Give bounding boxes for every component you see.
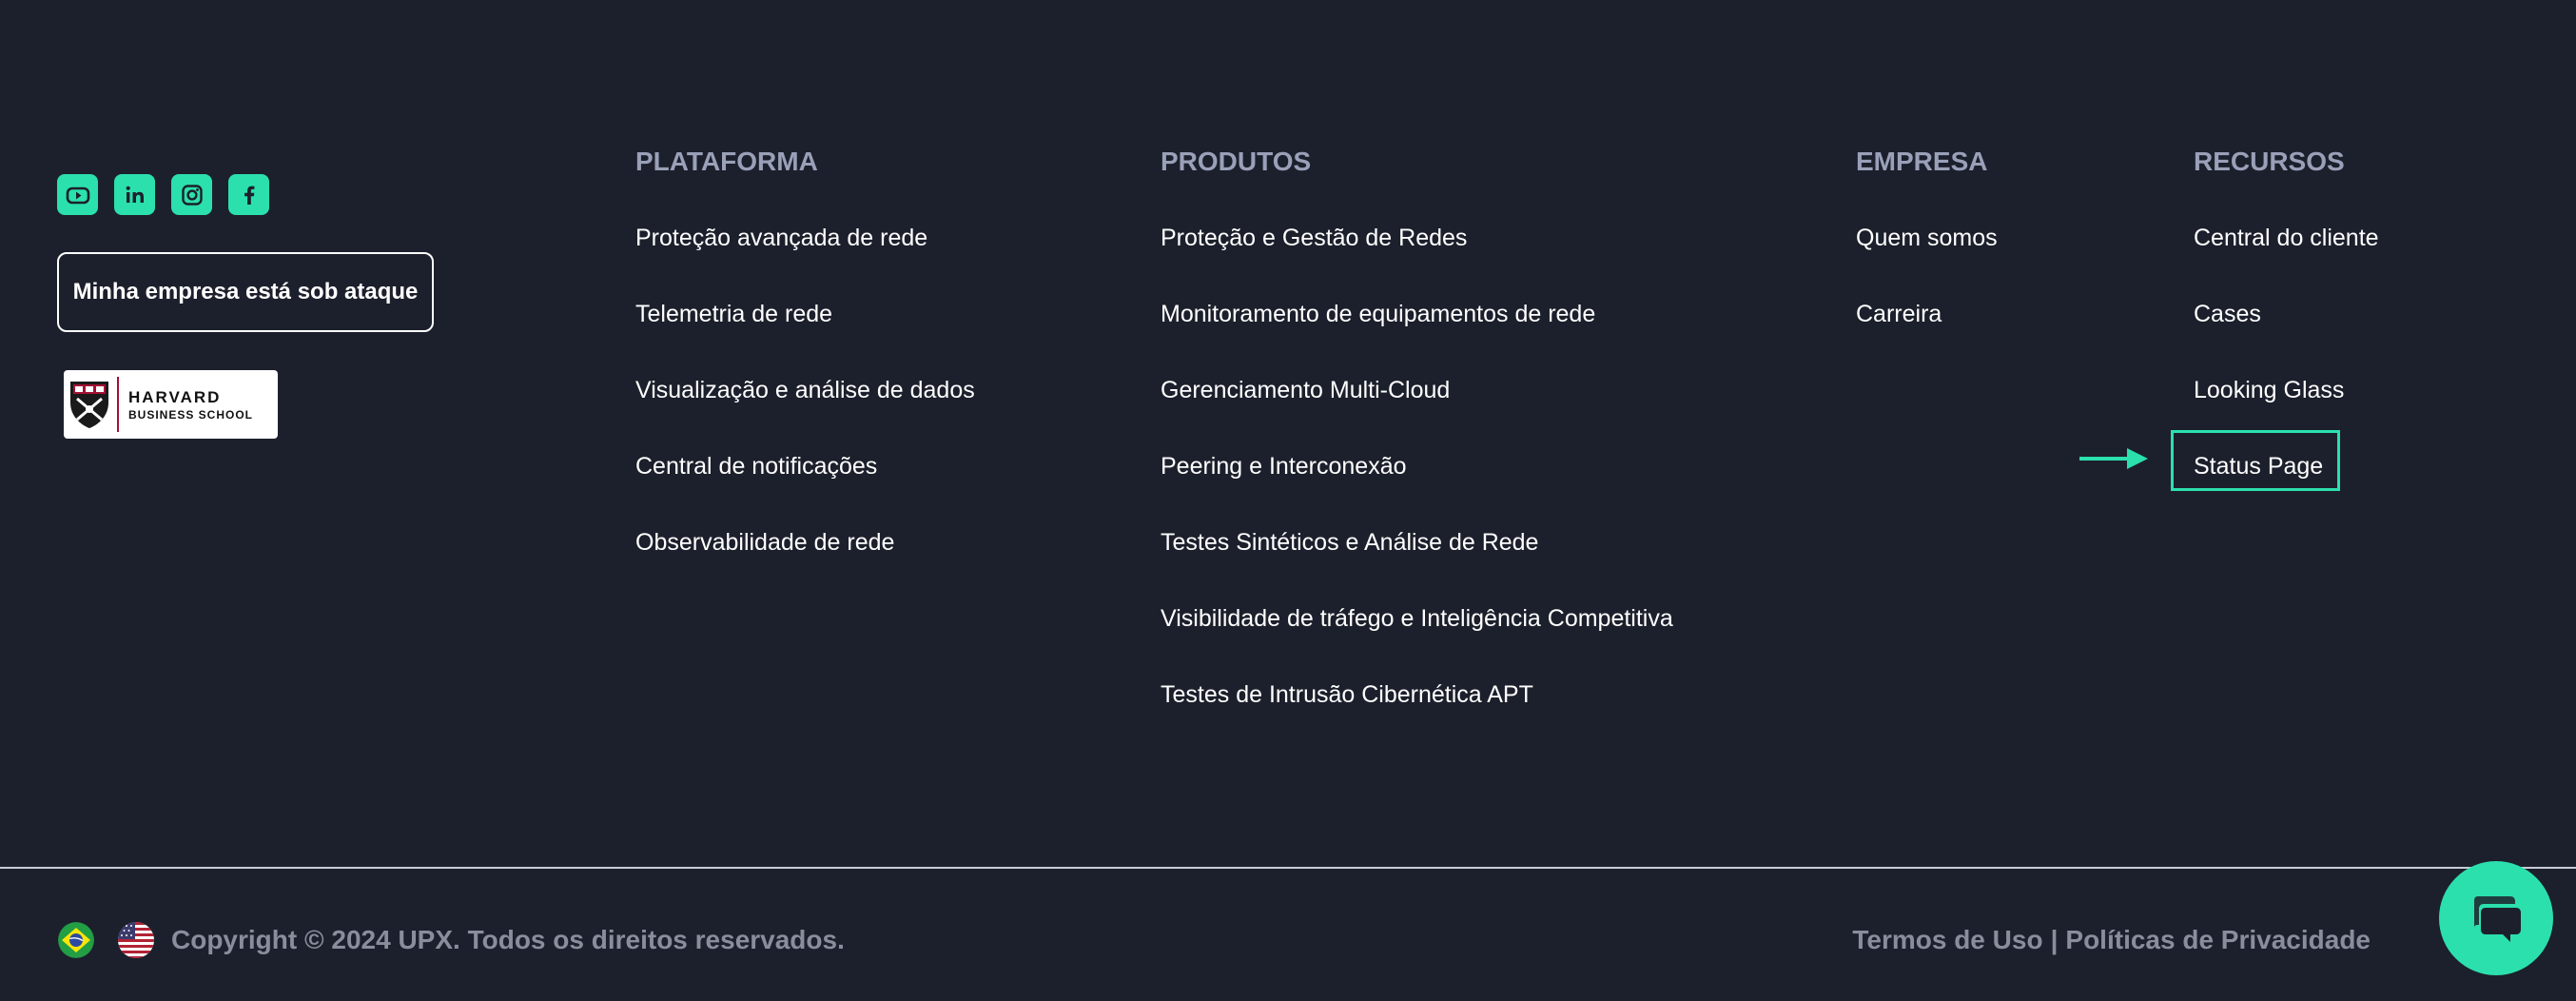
link-list-recursos <box>2194 221 2379 525</box>
list-item <box>635 449 975 525</box>
link-quem-somos[interactable]: Quem somos <box>1856 225 1998 251</box>
footer-column-empresa <box>1856 145 1998 373</box>
harvard-logo-line2: BUSINESS SCHOOL <box>128 407 254 422</box>
arrow-right-icon <box>2079 445 2150 472</box>
link-carreira[interactable]: Carreira <box>1856 301 1942 327</box>
column-heading-empresa: EMPRESA <box>1856 147 1988 176</box>
footer-column-recursos <box>2194 145 2379 525</box>
link-list-produtos <box>1161 221 1673 754</box>
harvard-shield-icon <box>68 378 111 431</box>
link-looking-glass[interactable]: Looking Glass <box>2194 377 2345 403</box>
link-list-empresa <box>1856 221 1998 373</box>
linkedin-icon[interactable] <box>114 174 155 215</box>
usa-flag-icon[interactable] <box>118 922 154 958</box>
list-item <box>2194 449 2379 525</box>
chat-widget-button[interactable] <box>2439 861 2553 975</box>
legal-separator: | <box>2050 925 2059 954</box>
youtube-icon[interactable] <box>57 174 98 215</box>
list-item <box>1161 601 1673 677</box>
link-list-plataforma <box>635 221 975 601</box>
link-visualizacao[interactable]: Visualização e análise de dados <box>635 377 975 403</box>
list-item <box>635 221 975 297</box>
footer-divider <box>0 867 2576 869</box>
column-heading-produtos: PRODUTOS <box>1161 147 1312 176</box>
social-links <box>57 174 269 215</box>
harvard-business-school-logo <box>64 370 278 439</box>
link-testes-sinteticos[interactable]: Testes Sintéticos e Análise de Rede <box>1161 529 1539 556</box>
chat-bubble-icon <box>2465 887 2527 950</box>
link-cases[interactable]: Cases <box>2194 301 2261 327</box>
list-item <box>2194 297 2379 373</box>
privacy-policy-link[interactable]: Políticas de Privacidade <box>2065 925 2371 954</box>
footer-column-plataforma <box>635 145 975 601</box>
list-item <box>635 373 975 449</box>
link-central-notificacoes[interactable]: Central de notificações <box>635 453 878 480</box>
harvard-logo-text <box>128 389 253 421</box>
list-item <box>635 297 975 373</box>
link-multi-cloud[interactable]: Gerenciamento Multi-Cloud <box>1161 377 1451 403</box>
list-item <box>635 525 975 601</box>
logo-divider <box>117 377 119 432</box>
list-item <box>1161 677 1673 754</box>
link-protecao-gestao[interactable]: Proteção e Gestão de Redes <box>1161 225 1468 251</box>
harvard-logo-line1: HARVARD <box>128 387 222 406</box>
instagram-icon[interactable] <box>171 174 212 215</box>
link-protecao-avancada[interactable]: Proteção avançada de rede <box>635 225 928 251</box>
list-item <box>1161 221 1673 297</box>
list-item <box>1856 297 1998 373</box>
terms-of-use-link[interactable]: Termos de Uso <box>1852 925 2043 954</box>
list-item <box>1161 525 1673 601</box>
legal-links <box>1852 922 2371 958</box>
link-status-page[interactable]: Status Page <box>2194 453 2324 480</box>
under-attack-button[interactable]: Minha empresa está sob ataque <box>57 252 434 332</box>
list-item <box>1161 449 1673 525</box>
link-visibilidade-trafego[interactable]: Visibilidade de tráfego e Inteligência Competitiva <box>1161 605 1673 632</box>
list-item <box>1856 221 1998 297</box>
link-peering[interactable]: Peering e Interconexão <box>1161 453 1407 480</box>
link-observabilidade[interactable]: Observabilidade de rede <box>635 529 895 556</box>
column-heading-plataforma: PLATAFORMA <box>635 147 818 176</box>
link-monitoramento[interactable]: Monitoramento de equipamentos de rede <box>1161 301 1596 327</box>
facebook-icon[interactable] <box>228 174 269 215</box>
link-telemetria[interactable]: Telemetria de rede <box>635 301 833 327</box>
column-heading-recursos: RECURSOS <box>2194 147 2345 176</box>
list-item <box>1161 373 1673 449</box>
footer-column-produtos <box>1161 145 1673 754</box>
link-central-cliente[interactable]: Central do cliente <box>2194 225 2379 251</box>
copyright-text: Copyright © 2024 UPX. Todos os direitos reservados. <box>171 925 845 954</box>
link-testes-intrusao[interactable]: Testes de Intrusão Cibernética APT <box>1161 681 1533 708</box>
list-item <box>1161 297 1673 373</box>
brazil-flag-icon[interactable] <box>58 922 94 958</box>
list-item <box>2194 221 2379 297</box>
